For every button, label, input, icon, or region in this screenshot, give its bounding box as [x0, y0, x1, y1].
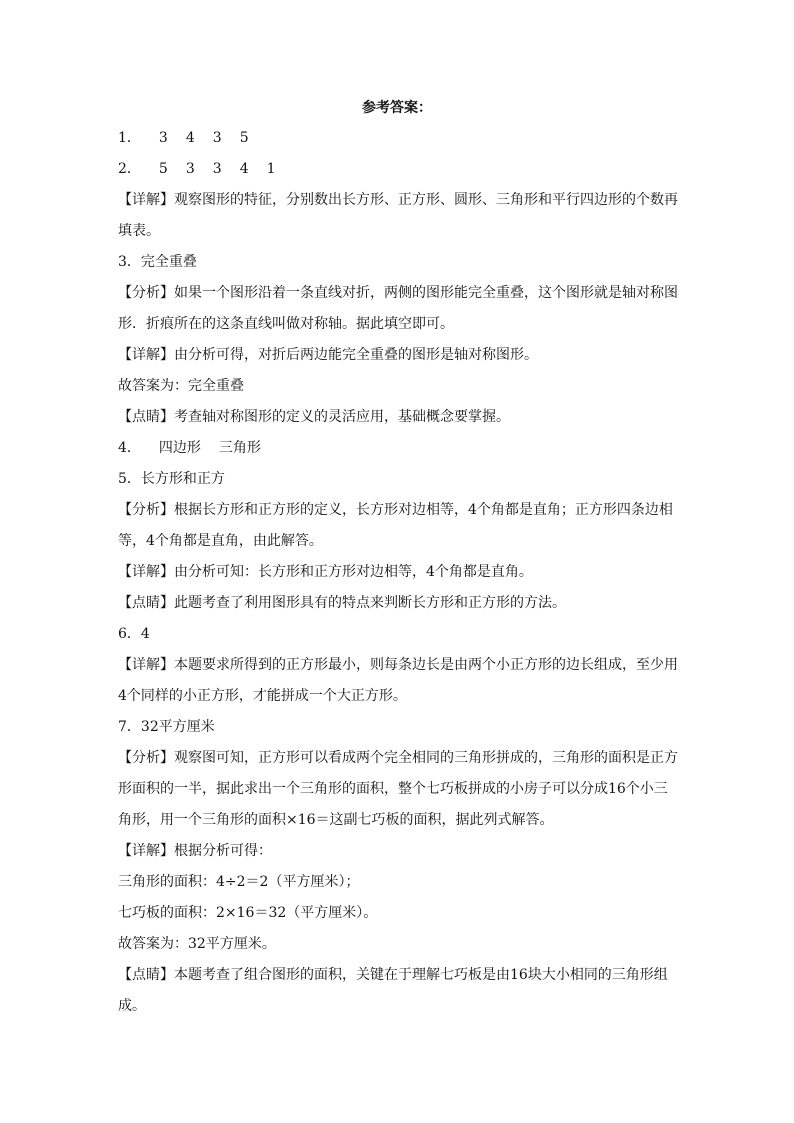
q7-final-answer: 故答案为：32平方厘米。 — [118, 936, 276, 952]
q3-answer: 3．完全重叠 — [118, 254, 197, 270]
q7-detail: 【详解】根据分析可得： — [118, 843, 272, 859]
q7-comment-line-1: 【点睛】本题考查了组合图形的面积，关键在于理解七巧板是由16块大小相同的三角形组 — [118, 967, 668, 983]
q3-detail: 【详解】由分析可得，对折后两边能完全重叠的图形是轴对称图形。 — [118, 347, 538, 363]
q2-answer-1: 5 — [158, 161, 168, 177]
q3-analysis-line-1: 【分析】如果一个图形沿着一条直线对折，两侧的图形能完全重叠，这个图形就是轴对称图 — [118, 285, 678, 301]
q2-answers — [118, 154, 678, 185]
q6-answer: 6．4 — [118, 626, 150, 642]
q7-analysis-line-3: 角形，用一个三角形的面积×16＝这副七巧板的面积，据此列式解答。 — [118, 812, 554, 828]
q4-answers — [118, 433, 678, 464]
q4-answer-1: 四边形 — [158, 440, 201, 456]
q1-answer-1: 3 — [158, 130, 168, 146]
q7-answer: 7．32平方厘米 — [118, 719, 215, 735]
q7-calc-triangle: 三角形的面积：4÷2＝2（平方厘米）； — [118, 874, 360, 890]
answer-content — [118, 123, 678, 1022]
q6-detail-line-1: 【详解】本题要求所得到的正方形最小，则每条边长是由两个小正方形的边长组成，至少用 — [118, 657, 678, 673]
q2-number: 2． — [118, 161, 141, 177]
q2-detail-line-2: 填表。 — [118, 223, 160, 239]
q4-answer-2: 三角形 — [218, 440, 261, 456]
q2-answer-4: 4 — [239, 161, 249, 177]
q7-comment-line-2: 成。 — [118, 998, 146, 1014]
q7-analysis-line-2: 形面积的一半，据此求出一个三角形的面积，整个七巧板拼成的小房子可以分成16个小三 — [118, 781, 668, 797]
q2-answer-3: 3 — [212, 161, 222, 177]
q1-answer-4: 5 — [239, 130, 249, 146]
q5-analysis-line-1: 【分析】根据长方形和正方形的定义，长方形对边相等，4个角都是直角；正方形四条边相 — [118, 502, 673, 518]
q3-final-answer: 故答案为：完全重叠 — [118, 378, 244, 394]
q6-detail-line-2: 4个同样的小正方形，才能拼成一个大正方形。 — [118, 688, 407, 704]
page-title: 参考答案： — [362, 100, 432, 116]
q2-answer-2: 3 — [185, 161, 195, 177]
q1-answer-3: 3 — [212, 130, 222, 146]
q5-comment: 【点睛】此题考查了利用图形具有的特点来判断长方形和正方形的方法。 — [118, 595, 566, 611]
q3-analysis-line-2: 形．折痕所在的这条直线叫做对称轴。据此填空即可。 — [118, 316, 454, 332]
q7-analysis-line-1: 【分析】观察图可知，正方形可以看成两个完全相同的三角形拼成的，三角形的面积是正方 — [118, 750, 678, 766]
q5-analysis-line-2: 等，4个角都是直角，由此解答。 — [118, 533, 323, 549]
q4-number: 4． — [118, 440, 141, 456]
q2-answer-5: 1 — [266, 161, 276, 177]
q1-number: 1． — [118, 130, 141, 146]
q1-answer-2: 4 — [185, 130, 195, 146]
q3-comment: 【点睛】考查轴对称图形的定义的灵活应用，基础概念要掌握。 — [118, 409, 510, 425]
q5-answer: 5．长方形和正方 — [118, 471, 225, 487]
q2-detail-line-1: 【详解】观察图形的特征，分别数出长方形、正方形、圆形、三角形和平行四边形的个数再 — [118, 192, 678, 208]
q7-calc-tangram: 七巧板的面积：2×16＝32（平方厘米）。 — [118, 905, 378, 921]
q5-detail: 【详解】由分析可知：长方形和正方形对边相等，4个角都是直角。 — [118, 564, 533, 580]
q1-answers — [118, 123, 678, 154]
